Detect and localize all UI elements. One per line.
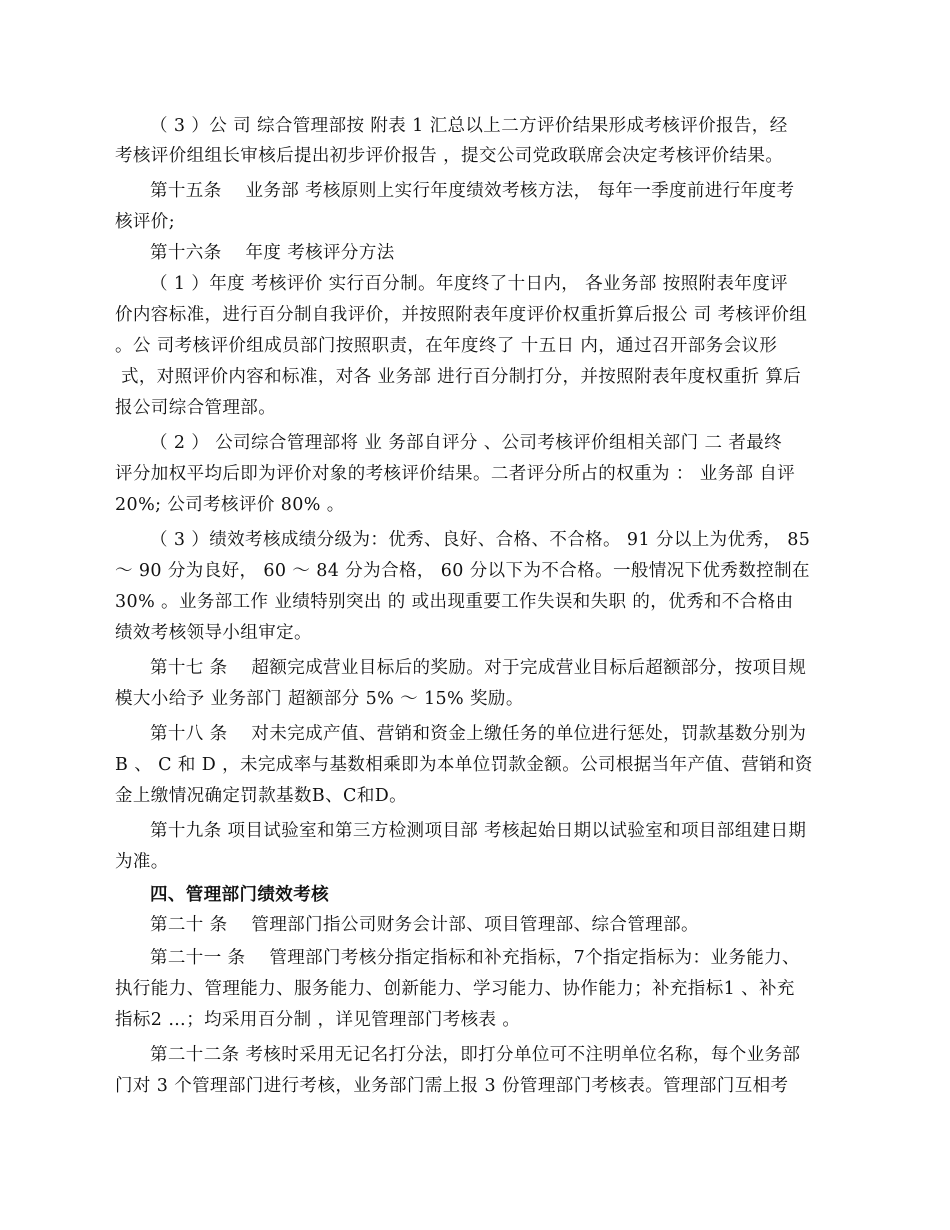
section-heading: 四、管理部门绩效考核: [150, 885, 329, 905]
text-line: 核评价;: [115, 212, 175, 232]
text-line: 金上缴情况确定罚款基数B、C和D。: [115, 786, 408, 806]
text-line: 第十六条 年度 考核评分方法: [150, 243, 395, 263]
text-line: （ 2 ） 公司综合管理部将 业 务部自评分 、公司考核评价组相关部门 二 者最终: [150, 433, 783, 453]
text-line: 为准。: [115, 852, 169, 872]
text-line: 评分加权平均后即为评价对象的考核评价结果。二者评分所占的权重为 ： 业务部 自评: [115, 464, 796, 484]
text-line: 第二十一 条 管理部门考核分指定指标和补充指标，7个指定指标为：业务能力、: [150, 948, 800, 968]
text-line: 第十八 条 对未完成产值、营销和资金上缴任务的单位进行惩处，罚款基数分别为: [150, 724, 807, 744]
text-line: 考核评价组组长审核后提出初步评价报告 ，提交公司党政联席会决定考核评价结果。: [115, 146, 784, 166]
text-line: 式，对照评价内容和标准，对各 业务部 进行百分制打分，并按照附表年度权重折 算后: [115, 367, 802, 387]
text-line: 第二十 条 管理部门指公司财务会计部、项目管理部、综合管理部。: [150, 915, 699, 935]
text-line: 绩效考核领导小组审定。: [115, 623, 312, 643]
text-line: 第二十二条 考核时采用无记名打分法，即打分单位可不注明单位名称，每个业务部: [150, 1045, 801, 1065]
text-line: 30% 。业务部工作 业绩特别突出 的 或出现重要工作失误和失职 的，优秀和不合格由: [115, 592, 794, 612]
text-line: （ 3 ）公 司 综合管理部按 附表 1 汇总以上二方评价结果形成考核评价报告，经: [150, 116, 788, 136]
text-line: 第十五条 业务部 考核原则上实行年度绩效考核方法， 每年一季度前进行年度考: [150, 181, 795, 201]
text-line: ～ 90 分为良好， 60 ～ 84 分为合格， 60 分以下为不合格。一般情况下优秀数控制在: [115, 561, 810, 581]
text-line: （ 3 ）绩效考核成绩分级为：优秀、良好、合格、不合格。 91 分以上为优秀， 85: [150, 530, 811, 550]
text-line: 模大小给予 业务部门 超额部分 5% ～ 15% 奖励。: [115, 689, 524, 709]
text-line: 20%; 公司考核评价 80% 。: [115, 495, 345, 515]
text-line: 价内容标准，进行百分制自我评价，并按照附表年度评价权重折算后报公 司 考核评价组: [115, 305, 808, 325]
text-line: 报公司综合管理部。: [115, 398, 277, 418]
text-line: 门对 3 个管理部门进行考核，业务部门需上报 3 份管理部门考核表。管理部门互相考: [115, 1076, 789, 1096]
text-line: 第十七 条 超额完成营业目标后的奖励。对于完成营业目标后超额部分，按项目规: [150, 658, 807, 678]
text-line: （ 1 ）年度 考核评价 实行百分制。年度终了十日内， 各业务部 按照附表年度评: [150, 274, 789, 294]
text-line: 第十九条 项目试验室和第三方检测项目部 考核起始日期以试验室和项目部组建日期: [150, 821, 807, 841]
text-line: 。公 司考核评价组成员部门按照职责，在年度终了 十五日 内，通过召开部务会议形: [115, 336, 778, 356]
text-line: 指标2 …；均采用百分制 ，详见管理部门考核表 。: [115, 1010, 521, 1030]
text-line: 执行能力、管理能力、服务能力、创新能力、学习能力、协作能力；补充指标1 、补充: [115, 979, 795, 999]
text-line: B 、 C 和 D ，未完成率与基数相乘即为本单位罚款金额。公司根据当年产值、营销和资: [115, 755, 813, 775]
